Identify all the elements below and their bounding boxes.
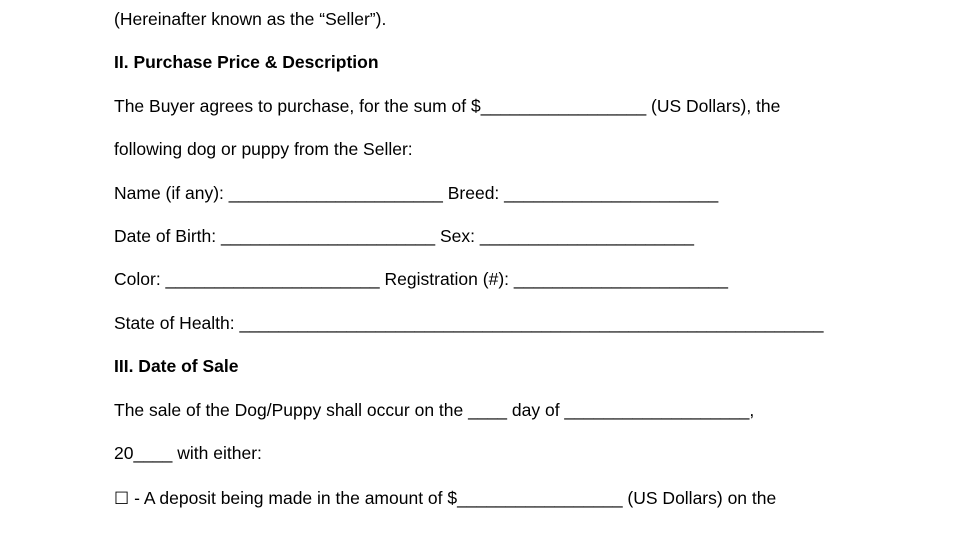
section-heading-date-of-sale: III. Date of Sale xyxy=(114,356,239,376)
sale-year-line: 20____ with either: xyxy=(114,443,262,463)
dob-sex-line: Date of Birth: ______________________ Sex: ______________________ xyxy=(114,226,694,246)
deposit-option xyxy=(114,487,776,510)
name-breed-line: Name (if any): ______________________ Breed: ______________________ xyxy=(114,183,719,203)
sale-date-line: The sale of the Dog/Puppy shall occur on the ____ day of ___________________, xyxy=(114,400,755,420)
purchase-sum-line: The Buyer agrees to purchase, for the sum of $_________________ (US Dollars), the xyxy=(114,96,781,116)
purchase-from-seller-line: following dog or puppy from the Seller: xyxy=(114,139,413,159)
color-registration-line: Color: ______________________ Registration (#): ______________________ xyxy=(114,269,728,289)
deposit-line-text: - A deposit being made in the amount of $_________________ (US Dollars) on the xyxy=(129,488,777,508)
state-of-health-line: State of Health: ____________________________________________________________ xyxy=(114,313,824,333)
checkbox-icon[interactable]: ☐ xyxy=(114,489,130,509)
section-heading-purchase-price: II. Purchase Price & Description xyxy=(114,52,379,72)
seller-note: (Hereinafter known as the “Seller”). xyxy=(114,9,387,29)
